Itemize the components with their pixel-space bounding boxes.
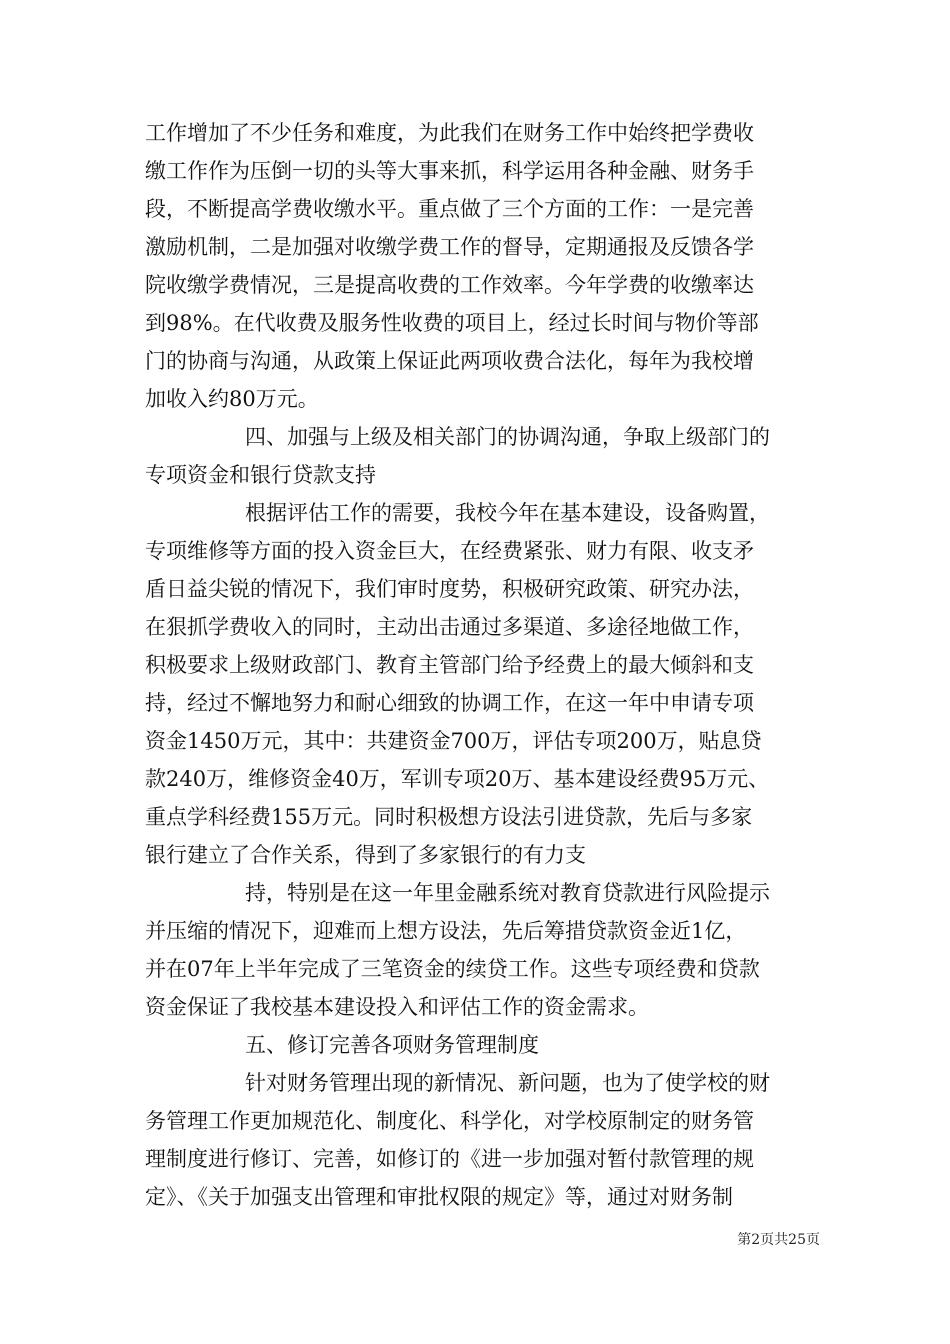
paragraph-line: 并在07年上半年完成了三笔资金的续贷工作。这些专项经费和贷款 xyxy=(145,957,760,981)
paragraph-line: 款240万，维修资金40万，军训专项20万、基本建设经费95万元、 xyxy=(145,767,770,791)
paragraph-line: 并压缩的情况下，迎难而上想方设法，先后筹措贷款资金近1亿， xyxy=(145,919,747,943)
paragraph-line: 银行建立了合作关系，得到了多家银行的有力支 xyxy=(145,843,586,867)
paragraph-line: 到98%。在代收费及服务性收费的项目上，经过长时间与物价等部 xyxy=(145,311,759,335)
paragraph-line: 理制度进行修订、完善，如修订的《进一步加强对暂付款管理的规 xyxy=(145,1147,754,1171)
paragraph-line: 针对财务管理出现的新情况、新问题，也为了使学校的财 xyxy=(245,1071,770,1095)
paragraph-line: 加收入约80万元。 xyxy=(145,387,319,411)
paragraph-line: 院收缴学费情况，三是提高收费的工作效率。今年学费的收缴率达 xyxy=(145,273,754,297)
paragraph-line: 激励机制，二是加强对收缴学费工作的督导，定期通报及反馈各学 xyxy=(145,235,754,259)
paragraph-line: 务管理工作更加规范化、制度化、科学化，对学校原制定的财务管 xyxy=(145,1109,754,1133)
paragraph-line: 门的协商与沟通，从政策上保证此两项收费合法化，每年为我校增 xyxy=(145,349,754,373)
paragraph-line: 持，特别是在这一年里金融系统对教育贷款进行风险提示 xyxy=(245,881,770,905)
section-heading: 五、修订完善各项财务管理制度 xyxy=(245,1033,539,1057)
paragraph-line: 缴工作作为压倒一切的头等大事来抓，科学运用各种金融、财务手 xyxy=(145,159,754,183)
page-number: 第2页共25页 xyxy=(737,1232,820,1248)
paragraph-line: 工作增加了不少任务和难度，为此我们在财务工作中始终把学费收 xyxy=(145,121,754,145)
paragraph-line: 专项维修等方面的投入资金巨大，在经费紧张、财力有限、收支矛 xyxy=(145,539,754,563)
paragraph-line: 定》、《关于加强支出管理和审批权限的规定》等，通过对财务制 xyxy=(145,1185,733,1209)
paragraph-line: 资金保证了我校基本建设投入和评估工作的资金需求。 xyxy=(145,995,649,1019)
paragraph-line: 盾日益尖锐的情况下，我们审时度势，积极研究政策、研究办法， xyxy=(145,577,754,601)
section-heading-continued: 专项资金和银行贷款支持 xyxy=(145,463,376,487)
paragraph-line: 重点学科经费155万元。同时积极想方设法引进贷款，先后与多家 xyxy=(145,805,753,829)
section-heading: 四、加强与上级及相关部门的协调沟通，争取上级部门的 xyxy=(245,425,770,449)
paragraph-line: 积极要求上级财政部门、教育主管部门给予经费上的最大倾斜和支 xyxy=(145,653,754,677)
paragraph-line: 段，不断提高学费收缴水平。重点做了三个方面的工作：一是完善 xyxy=(145,197,754,221)
paragraph-line: 资金1450万元，其中：共建资金700万，评估专项200万，贴息贷 xyxy=(145,729,762,753)
paragraph-line: 持，经过不懈地努力和耐心细致的协调工作，在这一年中申请专项 xyxy=(145,691,754,715)
paragraph-line: 根据评估工作的需要，我校今年在基本建设，设备购置， xyxy=(245,501,770,525)
paragraph-line: 在狠抓学费收入的同时，主动出击通过多渠道、多途径地做工作， xyxy=(145,615,754,639)
